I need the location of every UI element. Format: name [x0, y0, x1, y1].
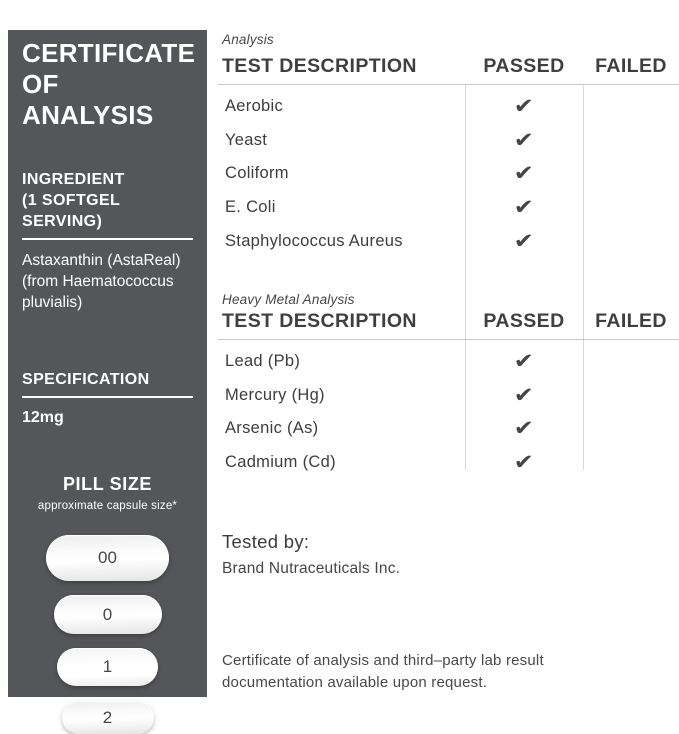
column-header-passed: PASSED — [483, 310, 565, 332]
table-row — [218, 446, 679, 480]
check-icon: ✔ — [513, 382, 535, 407]
ingredient-heading — [22, 169, 193, 232]
test-name: Coliform — [225, 164, 289, 183]
pill-size-caption: approximate capsule size* — [37, 500, 178, 512]
pill-capsule-0 — [54, 595, 162, 634]
passed-cell — [465, 418, 583, 439]
check-icon: ✔ — [513, 161, 535, 186]
table-row — [218, 345, 679, 379]
table-row — [218, 412, 679, 446]
passed-cell — [465, 163, 583, 184]
column-header-test-description: TEST DESCRIPTION — [222, 310, 417, 332]
passed-cell — [465, 351, 583, 372]
sidebar-panel — [8, 30, 207, 727]
test-name: E. Coli — [225, 198, 276, 217]
table1-header-row — [218, 55, 679, 78]
table-row — [218, 157, 679, 191]
tested-by-label: Tested by: — [222, 531, 310, 552]
pill-label-1: 1 — [102, 657, 113, 676]
pill-size-title: PILL SIZE — [62, 474, 153, 494]
table-row — [218, 124, 679, 158]
test-name: Aerobic — [225, 97, 284, 116]
footnote: Certificate of analysis and third–party lab result documentation available upon request. — [222, 652, 544, 691]
passed-cell — [465, 127, 583, 152]
pill-label-0: 0 — [102, 604, 113, 624]
passed-cell — [465, 96, 583, 117]
test-name: Arsenic (As) — [225, 419, 319, 438]
pill-size-chart — [22, 535, 193, 734]
check-icon: ✔ — [513, 228, 535, 253]
passed-cell — [465, 452, 583, 473]
test-name: Cadmium (Cd) — [225, 453, 336, 472]
pill-capsule-2 — [62, 701, 154, 734]
table2-header-rule — [218, 339, 679, 340]
passed-cell — [465, 228, 583, 253]
table-row — [218, 224, 679, 258]
test-name: Yeast — [225, 130, 268, 149]
pill-capsule-00 — [46, 535, 169, 581]
specification-divider — [22, 396, 193, 398]
pill-label-00: 00 — [98, 548, 117, 567]
check-icon: ✔ — [513, 416, 535, 441]
heavy-metal-section-label: Heavy Metal Analysis — [222, 292, 355, 307]
pill-capsule-1 — [57, 648, 158, 686]
column-header-failed: FAILED — [595, 55, 667, 77]
passed-cell — [465, 382, 583, 407]
pill-label-2: 2 — [102, 707, 113, 727]
ingredient-heading-line2: (1 SOFTGEL SERVING) — [22, 192, 120, 230]
table-row — [218, 191, 679, 225]
column-header-failed: FAILED — [595, 310, 667, 332]
tested-by-block — [222, 531, 400, 578]
column-header-passed: PASSED — [483, 55, 565, 77]
certificate-title: CERTIFICATE OF ANALYSIS — [22, 38, 196, 130]
table2-body — [218, 345, 679, 479]
column-header-test-description: TEST DESCRIPTION — [222, 55, 417, 77]
check-icon: ✔ — [513, 94, 535, 119]
check-icon: ✔ — [513, 450, 535, 475]
test-name: Lead (Pb) — [225, 352, 301, 371]
ingredient-value: Astaxanthin (AstaReal) (from Haematococcus pluvialis) — [22, 252, 181, 311]
check-icon: ✔ — [513, 349, 535, 374]
table-row — [218, 379, 679, 413]
ingredient-heading-line1: INGREDIENT — [22, 171, 125, 188]
table1-body — [218, 90, 679, 258]
table-row — [218, 90, 679, 124]
specification-heading: SPECIFICATION — [22, 371, 150, 388]
passed-cell — [465, 197, 583, 218]
table1-header-rule — [218, 84, 679, 85]
check-icon: ✔ — [513, 195, 535, 220]
test-name: Staphylococcus Aureus — [225, 231, 403, 250]
tested-by-value: Brand Nutraceuticals Inc. — [222, 560, 401, 577]
table2-header-row — [218, 310, 679, 333]
ingredient-divider — [22, 238, 193, 240]
specification-value: 12mg — [22, 409, 64, 426]
test-name: Mercury (Hg) — [225, 385, 325, 404]
check-icon: ✔ — [513, 127, 535, 152]
analysis-section-label: Analysis — [222, 32, 274, 47]
